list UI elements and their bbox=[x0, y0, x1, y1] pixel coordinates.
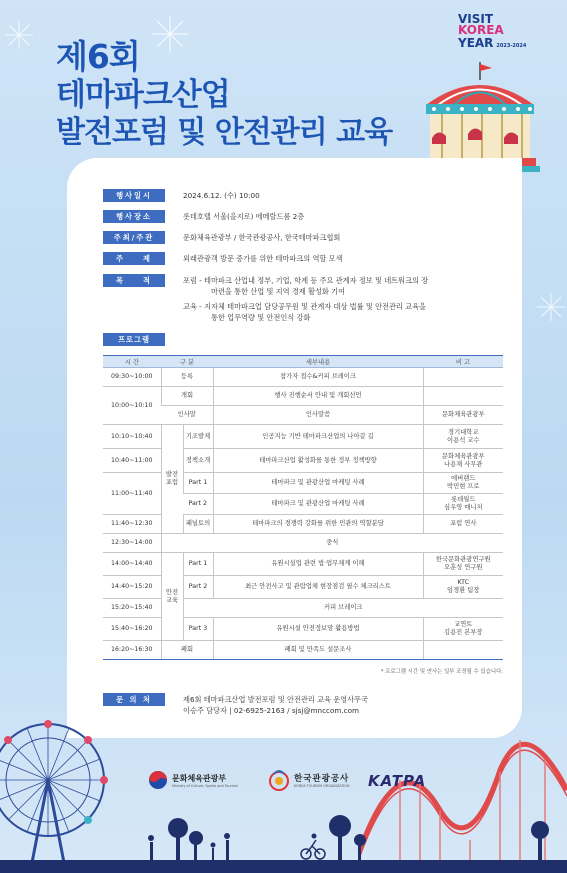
table-row bbox=[103, 387, 503, 406]
event-purpose bbox=[183, 275, 503, 323]
contact-line-2: 이승주 담당자 | 02-6925-2163 / sjsj@mnccom.com bbox=[183, 706, 360, 715]
table-row bbox=[103, 406, 503, 425]
cell-time: 10:00~10:10 bbox=[103, 387, 161, 425]
cell-category: 폐회 bbox=[161, 641, 213, 660]
firework-icon bbox=[4, 20, 34, 50]
purpose-forum-2: 마련을 통한 산업 및 지역 경제 활성화 기여 bbox=[211, 287, 346, 296]
brand-korea: KOREA bbox=[458, 23, 504, 37]
label-topic: 주 제 bbox=[103, 252, 165, 265]
cell-note: 교연트 김용진 본부장 bbox=[423, 618, 503, 641]
kto-name: 한국관광공사 bbox=[294, 774, 350, 784]
table-row bbox=[103, 425, 503, 449]
cell-category: 인사말 bbox=[161, 406, 213, 425]
table-row bbox=[103, 368, 503, 387]
cell-subcategory: Part 1 bbox=[183, 473, 213, 494]
cell-content: 테마파크의 경쟁력 강화를 위한 민관의 역할분담 bbox=[213, 515, 423, 534]
table-row bbox=[103, 641, 503, 660]
cell-subcategory: 기조발제 bbox=[183, 425, 213, 449]
firework-icon bbox=[536, 292, 566, 322]
schedule-note: * 프로그램 시간 및 연사는 일부 조정될 수 있습니다. bbox=[380, 669, 503, 675]
cell-time: 10:10~10:40 bbox=[103, 425, 161, 449]
cell-time: 11:00~11:40 bbox=[103, 473, 161, 515]
sponsor-logos bbox=[0, 768, 567, 798]
info-card bbox=[67, 158, 522, 738]
cell-time: 10:40~11:00 bbox=[103, 449, 161, 473]
cell-subcategory: Part 1 bbox=[183, 553, 213, 576]
cell-content: 유원시설 안전정보망 활용방법 bbox=[213, 618, 423, 641]
cell-content: 행사 진행순서 안내 및 개회선언 bbox=[213, 387, 423, 406]
cell-note: 한국문화관광연구원 오훈성 연구원 bbox=[423, 553, 503, 576]
cell-content: 인사말씀 bbox=[213, 406, 423, 425]
kto-logo bbox=[268, 768, 350, 792]
mcst-emblem-icon bbox=[148, 770, 168, 790]
cell-time: 11:40~12:30 bbox=[103, 515, 161, 534]
event-topic: 외래관광객 방문 증가를 위한 테마파크의 역할 모색 bbox=[183, 254, 343, 263]
cell-note bbox=[423, 387, 503, 406]
cell-group-forum: 발전 포럼 bbox=[161, 425, 183, 534]
contact-line-1: 제6회 테마파크산업 발전포럼 및 안전관리 교육 운영사무국 bbox=[183, 695, 368, 704]
table-row bbox=[103, 553, 503, 576]
cell-note: KTC 임경환 팀장 bbox=[423, 576, 503, 599]
roller-coaster-icon bbox=[360, 740, 567, 873]
title-line-3: 발전포럼 및 안전관리 교육 bbox=[56, 115, 393, 150]
label-host: 주최/주관 bbox=[103, 231, 165, 244]
label-date: 행사일시 bbox=[103, 189, 165, 202]
cell-note bbox=[423, 641, 503, 660]
title-line-2: 테마파크산업 bbox=[56, 77, 230, 113]
poster-title bbox=[56, 38, 396, 152]
cell-subcategory: Part 2 bbox=[183, 494, 213, 515]
cell-time: 15:20~15:40 bbox=[103, 599, 161, 618]
event-host: 문화체육관광부 / 한국관광공사, 한국테마파크협회 bbox=[183, 233, 341, 242]
label-purpose: 목 적 bbox=[103, 274, 165, 287]
cell-time: 16:20~16:30 bbox=[103, 641, 161, 660]
cell-content: 최근 안전사고 및 관람업체 현장점검 필수 체크리스트 bbox=[213, 576, 423, 599]
title-line-1: 제6회 bbox=[56, 37, 140, 76]
cell-content: 테마파크 및 관광산업 마케팅 사례 bbox=[213, 473, 423, 494]
cell-group-safety: 안전 교육 bbox=[161, 553, 183, 641]
visit-korea-year-logo bbox=[458, 14, 538, 52]
cell-category: 등록 bbox=[161, 368, 213, 387]
cell-note: 롯데월드 심우영 매니저 bbox=[423, 494, 503, 515]
cell-content: 인공지능 기반 테마파크산업의 나아갈 길 bbox=[213, 425, 423, 449]
cell-subcategory: 패널토의 bbox=[183, 515, 213, 534]
cell-note bbox=[423, 368, 503, 387]
table-header bbox=[103, 356, 503, 368]
label-venue: 행사장소 bbox=[103, 210, 165, 223]
cell-subcategory: Part 3 bbox=[183, 618, 213, 641]
firework-icon bbox=[150, 14, 190, 54]
program-label: 프로그램 bbox=[103, 333, 165, 346]
katpa-logo bbox=[368, 772, 426, 790]
brand-year: YEAR bbox=[458, 36, 494, 50]
header-content: 세부내용 bbox=[213, 356, 423, 368]
cell-note: 문화체육관광부 bbox=[423, 406, 503, 425]
purpose-forum-1: 포럼 - 테마파크 산업내 정부, 기업, 학계 등 주요 관계자 정보 및 네트워크의 장 bbox=[183, 276, 429, 285]
cell-time: 12:30~14:00 bbox=[103, 534, 161, 553]
header-time: 시 간 bbox=[103, 356, 161, 368]
cell-note: 경기대학교 이용석 교수 bbox=[423, 425, 503, 449]
header-category: 구 분 bbox=[161, 356, 213, 368]
mcst-logo bbox=[148, 770, 238, 790]
cell-content: 테마파크 및 관광산업 마케팅 사례 bbox=[213, 494, 423, 515]
table-row bbox=[103, 534, 503, 553]
purpose-edu-1: 교육 - 지자체 테마파크업 담당공무원 및 관계자 대상 법률 및 안전관리 교육을 bbox=[183, 302, 426, 311]
cell-note: 에버랜드 박민현 프로 bbox=[423, 473, 503, 494]
mcst-name-en: Ministry of Culture, Sports and Tourism bbox=[172, 783, 238, 788]
schedule-table bbox=[103, 355, 503, 660]
cell-note: 문화체육관광부 나용재 사무관 bbox=[423, 449, 503, 473]
bicycle-icon bbox=[301, 840, 325, 859]
cell-time: 14:40~15:20 bbox=[103, 576, 161, 599]
event-venue: 롯데호텔 서울(을지로) 에메랄드룸 2층 bbox=[183, 212, 305, 221]
cell-note: 포럼 연사 bbox=[423, 515, 503, 534]
cell-time: 15:40~16:20 bbox=[103, 618, 161, 641]
cell-content: 테마파크산업 활성화를 통한 정부 정책방향 bbox=[213, 449, 423, 473]
kto-name-en: KOREA TOURISM ORGANIZATION bbox=[294, 784, 350, 788]
event-date: 2024.6.12. (수) 10:00 bbox=[183, 191, 260, 200]
cell-content: 유원시설업 관련 법·업무체계 이해 bbox=[213, 553, 423, 576]
cell-category: 개회 bbox=[161, 387, 213, 406]
brand-years: 2023-2024 bbox=[496, 43, 527, 49]
mcst-name: 문화체육관광부 bbox=[172, 773, 227, 783]
label-contact: 문 의 처 bbox=[103, 693, 165, 706]
kto-emblem-icon bbox=[268, 768, 290, 792]
purpose-edu-2: 통한 업무역량 및 안전인식 강화 bbox=[211, 313, 311, 322]
cell-subcategory: 정책소개 bbox=[183, 449, 213, 473]
brand-visit: VISIT bbox=[458, 12, 494, 26]
katpa-wordmark: KATPA bbox=[368, 772, 427, 790]
cell-content: 폐회 및 만족도 설문조사 bbox=[213, 641, 423, 660]
cell-subcategory: Part 2 bbox=[183, 576, 213, 599]
header-note: 비 고 bbox=[423, 356, 503, 368]
cell-time: 14:00~14:40 bbox=[103, 553, 161, 576]
cell-content: 커피 브레이크 bbox=[183, 599, 503, 618]
cell-time: 09:30~10:00 bbox=[103, 368, 161, 387]
cell-content: 참가자 접수&커피 브레이크 bbox=[213, 368, 423, 387]
cell-content: 중식 bbox=[161, 534, 503, 553]
